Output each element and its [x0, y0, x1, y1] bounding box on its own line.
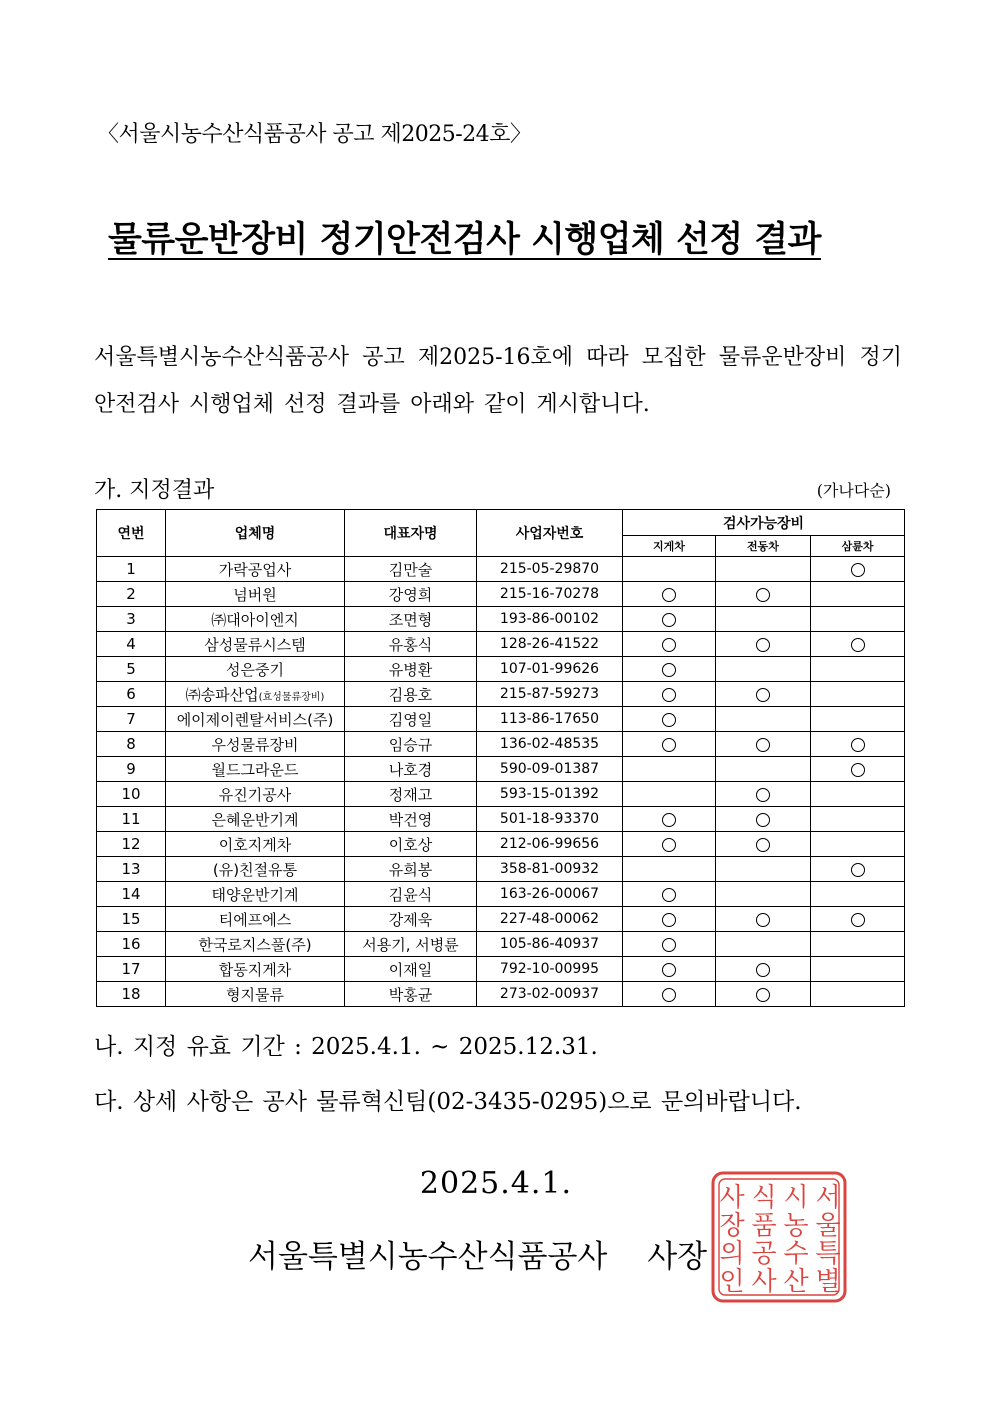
- equipment-electric-cart-cell: [716, 782, 811, 807]
- company-name-text: 이호지게차: [218, 835, 292, 854]
- company-name: [166, 957, 345, 982]
- document-title: 물류운반장비 정기안전검사 시행업체 선정 결과: [108, 220, 821, 260]
- header-equipment-group: 검사가능장비: [623, 510, 905, 536]
- check-circle-icon: [756, 738, 770, 752]
- equipment-three-wheeler-cell: [811, 707, 905, 732]
- header-no: 연번: [97, 510, 166, 557]
- row-number: 2: [97, 582, 166, 607]
- notice-number: 〈서울시농수산식품공사 공고 제2025-24호〉: [97, 122, 532, 147]
- equipment-forklift-cell: [623, 782, 716, 807]
- equipment-forklift-cell: [623, 557, 716, 582]
- equipment-forklift-cell: [623, 807, 716, 832]
- seal-glyph: 별: [815, 1267, 841, 1297]
- row-number: 11: [97, 807, 166, 832]
- representative-name: 정재고: [345, 782, 477, 807]
- representative-name: 김영일: [345, 707, 477, 732]
- section-a-heading: 가. 지정결과: [94, 478, 215, 503]
- company-name-text: 에이제이렌탈서비스(주): [176, 710, 334, 729]
- table-row: [97, 982, 905, 1007]
- equipment-electric-cart-cell: [716, 607, 811, 632]
- check-circle-icon: [662, 963, 676, 977]
- company-name: [166, 607, 345, 632]
- business-number: 593-15-01392: [477, 782, 623, 807]
- representative-name: 김용호: [345, 682, 477, 707]
- header-business-number: 사업자번호: [477, 510, 623, 557]
- equipment-electric-cart-cell: [716, 857, 811, 882]
- table-row: [97, 757, 905, 782]
- equipment-three-wheeler-cell: [811, 757, 905, 782]
- equipment-forklift-cell: [623, 607, 716, 632]
- business-number: 193-86-00102: [477, 607, 623, 632]
- representative-name: 임승규: [345, 732, 477, 757]
- equipment-three-wheeler-cell: [811, 982, 905, 1007]
- equipment-three-wheeler-cell: [811, 682, 905, 707]
- representative-name: 유홍식: [345, 632, 477, 657]
- header-representative: 대표자명: [345, 510, 477, 557]
- representative-name: 유희봉: [345, 857, 477, 882]
- company-name-text: 유진기공사: [218, 785, 292, 804]
- equipment-forklift-cell: [623, 982, 716, 1007]
- equipment-three-wheeler-cell: [811, 832, 905, 857]
- seal-glyph: 시: [783, 1183, 809, 1213]
- intro-paragraph: 서울특별시농수산식품공사 공고 제2025-16호에 따라 모집한 물류운반장비 정기안전검사 시행업체 선정 결과를 아래와 같이 게시합니다.: [94, 345, 902, 417]
- check-circle-icon: [662, 588, 676, 602]
- section-c-contact-info: 다. 상세 사항은 공사 물류혁신팀(02-3435-0295)으로 문의바랍니다.: [94, 1089, 802, 1115]
- row-number: 8: [97, 732, 166, 757]
- row-number: 4: [97, 632, 166, 657]
- check-circle-icon: [851, 913, 865, 927]
- equipment-electric-cart-cell: [716, 732, 811, 757]
- check-circle-icon: [756, 988, 770, 1002]
- company-name-text: 삼성물류시스템: [204, 635, 306, 654]
- seal-glyph: 공: [751, 1239, 777, 1269]
- equipment-three-wheeler-cell: [811, 907, 905, 932]
- row-number: 16: [97, 932, 166, 957]
- check-circle-icon: [851, 563, 865, 577]
- equipment-forklift-cell: [623, 857, 716, 882]
- equipment-electric-cart-cell: [716, 557, 811, 582]
- equipment-electric-cart-cell: [716, 982, 811, 1007]
- company-name: [166, 882, 345, 907]
- equipment-forklift-cell: [623, 657, 716, 682]
- table-row: [97, 682, 905, 707]
- company-name: [166, 932, 345, 957]
- row-number: 15: [97, 907, 166, 932]
- company-name-text: 합동지게차: [218, 960, 292, 979]
- row-number: 7: [97, 707, 166, 732]
- check-circle-icon: [662, 613, 676, 627]
- representative-name: 서용기, 서병륜: [345, 932, 477, 957]
- seal-glyph: 사: [719, 1183, 745, 1213]
- seal-glyph: 특: [815, 1239, 841, 1269]
- equipment-forklift-cell: [623, 832, 716, 857]
- company-name: [166, 807, 345, 832]
- row-number: 9: [97, 757, 166, 782]
- seal-glyph: 산: [783, 1267, 809, 1297]
- check-circle-icon: [662, 888, 676, 902]
- check-circle-icon: [662, 713, 676, 727]
- row-number: 18: [97, 982, 166, 1007]
- row-number: 1: [97, 557, 166, 582]
- equipment-electric-cart-cell: [716, 707, 811, 732]
- representative-name: 조면형: [345, 607, 477, 632]
- company-name: [166, 757, 345, 782]
- company-name: [166, 557, 345, 582]
- official-seal-icon: [710, 1170, 848, 1304]
- equipment-three-wheeler-cell: [811, 582, 905, 607]
- check-circle-icon: [756, 963, 770, 977]
- signer-name: 서울특별시농수산식품공사 사장: [248, 1239, 708, 1275]
- equipment-forklift-cell: [623, 957, 716, 982]
- equipment-electric-cart-cell: [716, 632, 811, 657]
- company-name: [166, 857, 345, 882]
- equipment-forklift-cell: [623, 707, 716, 732]
- representative-name: 나호경: [345, 757, 477, 782]
- company-name-text: ㈜송파산업: [185, 685, 259, 704]
- seal-glyph: 수: [783, 1239, 809, 1269]
- check-circle-icon: [756, 913, 770, 927]
- table-row: [97, 782, 905, 807]
- equipment-three-wheeler-cell: [811, 932, 905, 957]
- table-row: [97, 732, 905, 757]
- table-row: [97, 882, 905, 907]
- company-name-text: 가락공업사: [218, 560, 292, 579]
- business-number: 212-06-99656: [477, 832, 623, 857]
- table-row: [97, 832, 905, 857]
- representative-name: 유병환: [345, 657, 477, 682]
- equipment-forklift-cell: [623, 882, 716, 907]
- company-name-text: 넘버원: [233, 585, 277, 604]
- equipment-forklift-cell: [623, 932, 716, 957]
- equipment-forklift-cell: [623, 907, 716, 932]
- signing-date: 2025.4.1.: [419, 1166, 573, 1201]
- representative-name: 박건영: [345, 807, 477, 832]
- check-circle-icon: [756, 788, 770, 802]
- company-name-text: 성은중기: [226, 660, 284, 679]
- company-name: [166, 732, 345, 757]
- company-name-text: 한국로지스풀(주): [198, 935, 312, 954]
- row-number: 3: [97, 607, 166, 632]
- business-number: 105-86-40937: [477, 932, 623, 957]
- table-row: [97, 807, 905, 832]
- check-circle-icon: [851, 763, 865, 777]
- seal-glyph: 품: [751, 1211, 777, 1241]
- row-number: 6: [97, 682, 166, 707]
- check-circle-icon: [662, 938, 676, 952]
- seal-glyph: 인: [719, 1267, 745, 1297]
- check-circle-icon: [851, 863, 865, 877]
- representative-name: 이호상: [345, 832, 477, 857]
- row-number: 12: [97, 832, 166, 857]
- business-number: 215-87-59273: [477, 682, 623, 707]
- table-row: [97, 632, 905, 657]
- business-number: 215-16-70278: [477, 582, 623, 607]
- equipment-three-wheeler-cell: [811, 857, 905, 882]
- business-number: 590-09-01387: [477, 757, 623, 782]
- equipment-forklift-cell: [623, 632, 716, 657]
- representative-name: 김윤식: [345, 882, 477, 907]
- business-number: 136-02-48535: [477, 732, 623, 757]
- sort-order-note: (가나다순): [816, 481, 891, 500]
- header-forklift: 지게차: [623, 536, 716, 557]
- equipment-electric-cart-cell: [716, 907, 811, 932]
- equipment-forklift-cell: [623, 582, 716, 607]
- equipment-forklift-cell: [623, 732, 716, 757]
- table-row: [97, 907, 905, 932]
- table-row: [97, 557, 905, 582]
- row-number: 17: [97, 957, 166, 982]
- seal-glyph: 울: [815, 1211, 841, 1241]
- business-number: 215-05-29870: [477, 557, 623, 582]
- check-circle-icon: [662, 688, 676, 702]
- row-number: 13: [97, 857, 166, 882]
- business-number: 501-18-93370: [477, 807, 623, 832]
- seal-glyph: 식: [751, 1183, 777, 1213]
- equipment-three-wheeler-cell: [811, 607, 905, 632]
- equipment-three-wheeler-cell: [811, 632, 905, 657]
- equipment-three-wheeler-cell: [811, 882, 905, 907]
- equipment-three-wheeler-cell: [811, 732, 905, 757]
- business-number: 792-10-00995: [477, 957, 623, 982]
- row-number: 10: [97, 782, 166, 807]
- equipment-electric-cart-cell: [716, 957, 811, 982]
- representative-name: 이재일: [345, 957, 477, 982]
- business-number: 358-81-00932: [477, 857, 623, 882]
- company-name: [166, 657, 345, 682]
- equipment-three-wheeler-cell: [811, 657, 905, 682]
- company-name-text: 태양운반기계: [211, 885, 299, 904]
- company-name: [166, 982, 345, 1007]
- equipment-electric-cart-cell: [716, 932, 811, 957]
- check-circle-icon: [662, 913, 676, 927]
- representative-name: 강제욱: [345, 907, 477, 932]
- business-number: 273-02-00937: [477, 982, 623, 1007]
- table-body: [97, 557, 905, 1007]
- business-number: 107-01-99626: [477, 657, 623, 682]
- company-name-text: (유)친절유통: [212, 860, 298, 879]
- table-row: [97, 857, 905, 882]
- check-circle-icon: [662, 838, 676, 852]
- check-circle-icon: [756, 838, 770, 852]
- business-number: 163-26-00067: [477, 882, 623, 907]
- company-name-text: 우성물류장비: [211, 735, 299, 754]
- company-name-text: ㈜대아이엔지: [211, 610, 299, 629]
- section-b-validity-period: 나. 지정 유효 기간 : 2025.4.1. ~ 2025.12.31.: [94, 1034, 598, 1060]
- check-circle-icon: [756, 688, 770, 702]
- check-circle-icon: [756, 588, 770, 602]
- equipment-electric-cart-cell: [716, 882, 811, 907]
- table-row: [97, 932, 905, 957]
- business-number: 128-26-41522: [477, 632, 623, 657]
- company-name: [166, 682, 345, 707]
- company-name-text: 월드그라운드: [211, 760, 299, 779]
- company-name-text: 은혜운반기계: [211, 810, 299, 829]
- seal-glyph: 의: [719, 1239, 745, 1269]
- equipment-three-wheeler-cell: [811, 807, 905, 832]
- check-circle-icon: [756, 813, 770, 827]
- equipment-electric-cart-cell: [716, 757, 811, 782]
- company-name-text: 형지물류: [226, 985, 284, 1004]
- seal-glyph: 농: [783, 1211, 809, 1241]
- equipment-forklift-cell: [623, 682, 716, 707]
- equipment-three-wheeler-cell: [811, 557, 905, 582]
- designation-result-table: [96, 509, 905, 1007]
- seal-glyph: 장: [719, 1211, 745, 1241]
- seal-glyph: 사: [751, 1267, 777, 1297]
- equipment-electric-cart-cell: [716, 582, 811, 607]
- header-electric-cart: 전동차: [716, 536, 811, 557]
- table-row: [97, 607, 905, 632]
- representative-name: 강영희: [345, 582, 477, 607]
- representative-name: 김만술: [345, 557, 477, 582]
- company-name: [166, 832, 345, 857]
- company-name: [166, 707, 345, 732]
- representative-name: 박홍균: [345, 982, 477, 1007]
- equipment-three-wheeler-cell: [811, 782, 905, 807]
- company-name: [166, 782, 345, 807]
- header-company: 업체명: [166, 510, 345, 557]
- business-number: 227-48-00062: [477, 907, 623, 932]
- company-name-note: (효성물류장비): [258, 691, 325, 703]
- equipment-forklift-cell: [623, 757, 716, 782]
- company-name-text: 티에프에스: [218, 910, 292, 929]
- seal-glyph: 서: [815, 1183, 841, 1213]
- company-name: [166, 632, 345, 657]
- check-circle-icon: [851, 738, 865, 752]
- company-name: [166, 582, 345, 607]
- check-circle-icon: [662, 988, 676, 1002]
- check-circle-icon: [756, 638, 770, 652]
- equipment-electric-cart-cell: [716, 682, 811, 707]
- equipment-three-wheeler-cell: [811, 957, 905, 982]
- check-circle-icon: [662, 638, 676, 652]
- header-three-wheeler: 삼륜차: [811, 536, 905, 557]
- equipment-electric-cart-cell: [716, 807, 811, 832]
- table-row: [97, 707, 905, 732]
- equipment-electric-cart-cell: [716, 657, 811, 682]
- table-row: [97, 582, 905, 607]
- business-number: 113-86-17650: [477, 707, 623, 732]
- equipment-electric-cart-cell: [716, 832, 811, 857]
- company-name: [166, 907, 345, 932]
- row-number: 5: [97, 657, 166, 682]
- table-row: [97, 657, 905, 682]
- check-circle-icon: [662, 738, 676, 752]
- check-circle-icon: [662, 663, 676, 677]
- row-number: 14: [97, 882, 166, 907]
- check-circle-icon: [662, 813, 676, 827]
- table-row: [97, 957, 905, 982]
- check-circle-icon: [851, 638, 865, 652]
